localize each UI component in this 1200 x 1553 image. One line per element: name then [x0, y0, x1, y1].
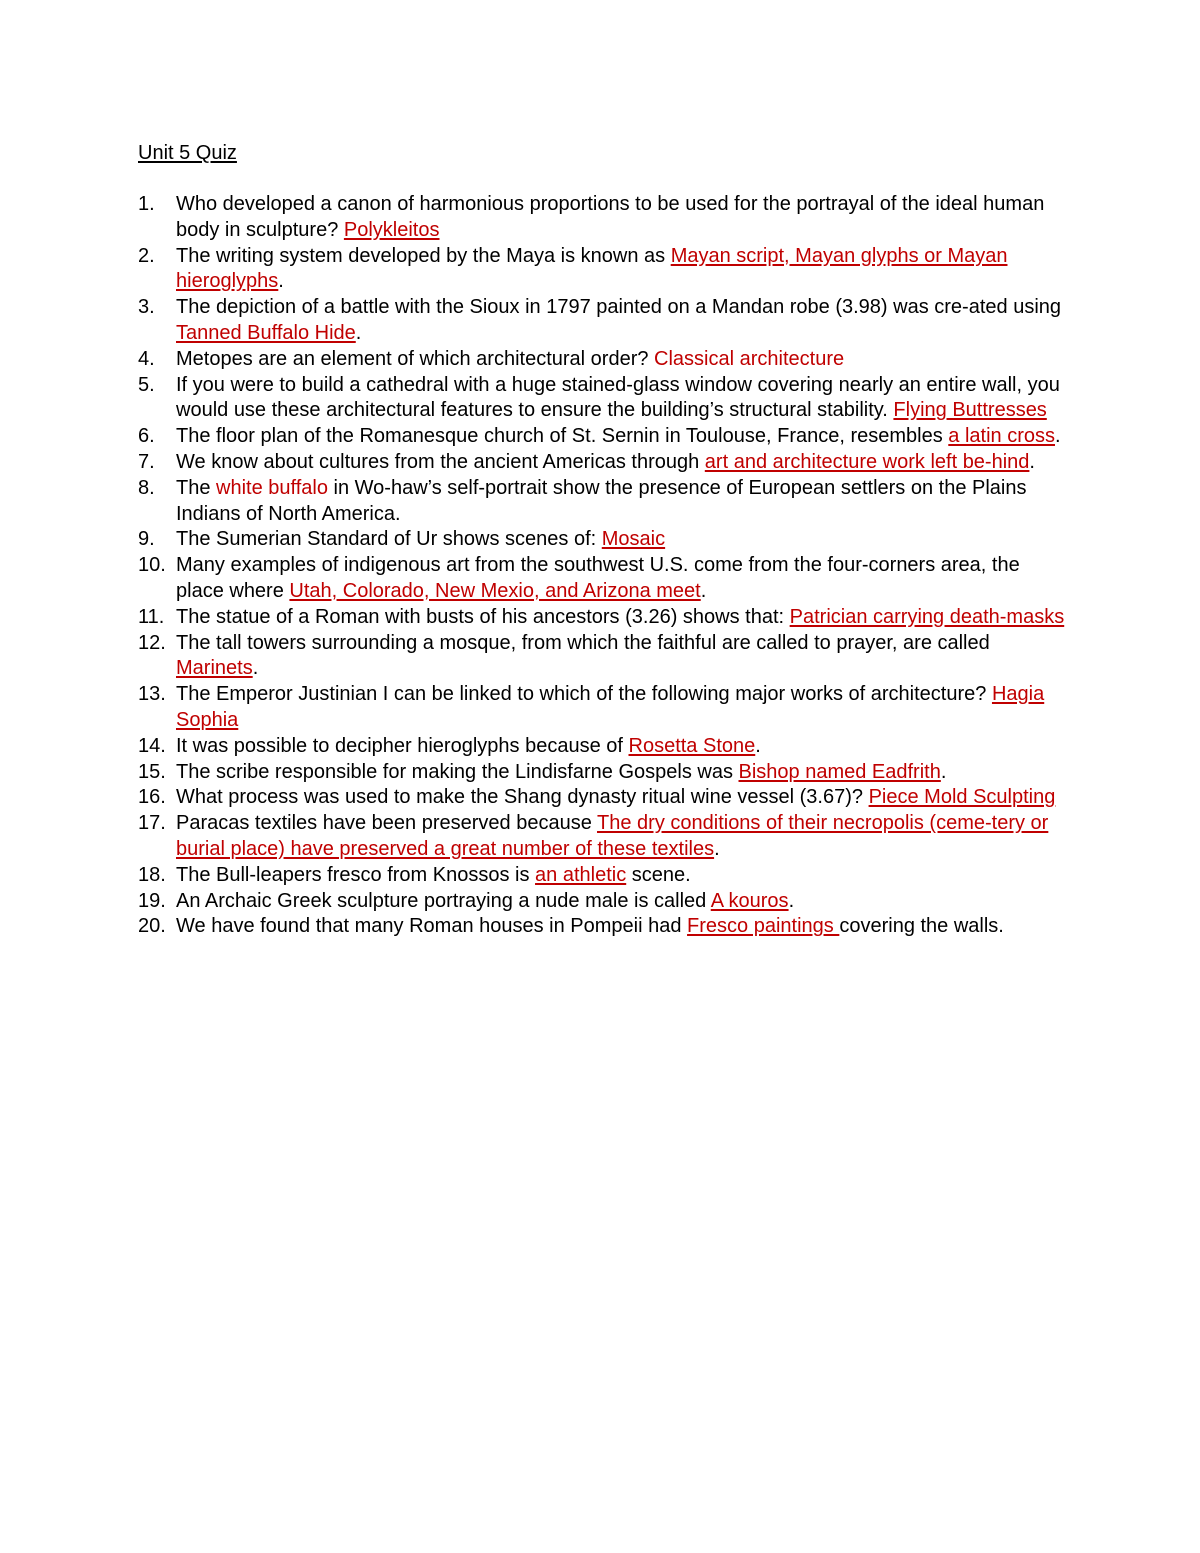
question-text: We know about cultures from the ancient Americas through [176, 450, 705, 473]
question-number: 7. [138, 450, 155, 473]
question-item [138, 295, 1068, 347]
question-number: 19. [138, 889, 166, 912]
question-text: Paracas textiles have been preserved because [176, 812, 598, 835]
answer-text: Patrician carrying death-masks [789, 605, 1065, 628]
question-item [138, 734, 1068, 760]
question-text: The Bull-leapers fresco from Knossos is [176, 863, 536, 886]
question-item [138, 863, 1068, 889]
answer-text: A kouros [710, 889, 789, 912]
question-number: 1. [138, 193, 155, 215]
question-text: The Sumerian Standard of Ur shows scenes of: [176, 528, 602, 551]
question-text-tail: . [700, 579, 707, 602]
question-number: 20. [138, 915, 166, 938]
question-item [138, 889, 1068, 915]
answer-text: Flying Buttresses [893, 399, 1047, 422]
answer-text: Mosaic [601, 528, 666, 551]
question-text-tail: in Wo-haw’s self-portrait show the presence of European settlers on the Plains Indians of North America. [176, 476, 1027, 525]
question-item [138, 527, 1068, 553]
question-item [138, 760, 1068, 786]
answer-text: Hagia Sophia [176, 683, 1045, 731]
answer-text: art and architecture work left be-hind [704, 450, 1030, 473]
question-text: An Archaic Greek sculpture portraying a nude male is called [176, 889, 711, 912]
question-text: It was possible to decipher hieroglyphs because of [176, 734, 629, 757]
question-item [138, 424, 1068, 450]
question-text-tail: covering the walls. [839, 915, 1004, 938]
question-item [138, 192, 1068, 244]
question-number: 18. [138, 863, 166, 886]
question-text-tail: scene. [626, 863, 691, 886]
question-item [138, 244, 1068, 296]
answer-text: Utah, Colorado, New Mexio, and Arizona meet [289, 579, 701, 602]
question-number: 9. [138, 528, 155, 551]
question-item [138, 914, 1068, 940]
question-text-tail: . [355, 321, 362, 344]
question-text-tail: . [1029, 450, 1035, 473]
question-text: The floor plan of the Romanesque church of St. Sernin in Toulouse, France, resembles [176, 425, 949, 448]
question-number: 12. [138, 631, 166, 654]
question-number: 17. [138, 812, 166, 835]
question-text: The depiction of a battle with the Sioux in 1797 painted on a Mandan robe (3.98) was cre-ated using [176, 296, 1062, 319]
question-text-tail: . [1055, 425, 1061, 448]
question-text-tail: . [755, 734, 761, 757]
question-text: The tall towers surrounding a mosque, from which the faithful are called to prayer, are called [176, 631, 990, 654]
document-title: Unit 5 Quiz [138, 142, 237, 164]
answer-text: Mayan script, Mayan glyphs or Mayan hieroglyphs [176, 244, 1008, 293]
question-number: 5. [138, 373, 155, 396]
question-text: The Emperor Justinian I can be linked to which of the following major works of architecture? [176, 683, 992, 706]
question-text: The statue of a Roman with busts of his ancestors (3.26) shows that: [176, 605, 790, 628]
question-number: 8. [138, 476, 155, 499]
question-item [138, 347, 1068, 373]
document-page [138, 140, 1068, 940]
answer-text: Classical architecture [654, 347, 845, 370]
answer-text: Fresco paintings [687, 915, 840, 938]
answer-text: Marinets [176, 657, 253, 680]
question-text-tail: . [714, 837, 720, 860]
question-item [138, 476, 1068, 528]
answer-text: Rosetta Stone [628, 734, 756, 757]
answer-text: Piece Mold Sculpting [868, 786, 1056, 809]
question-number: 2. [138, 244, 155, 267]
answer-text: Tanned Buffalo Hide [176, 321, 356, 344]
question-item [138, 811, 1068, 863]
question-text: Many examples of indigenous art from the southwest U.S. come from the four-corners area, the place where [176, 554, 1020, 602]
answer-text: white buffalo [216, 476, 328, 499]
question-item [138, 373, 1068, 425]
question-item [138, 450, 1068, 476]
question-number: 11. [138, 605, 165, 628]
question-number: 4. [138, 347, 155, 370]
question-text: The writing system developed by the Maya is known as [176, 244, 671, 267]
question-text: The [176, 476, 217, 499]
question-number: 14. [138, 734, 166, 757]
question-item [138, 553, 1068, 605]
answer-text: a latin cross [948, 425, 1055, 448]
answer-text: Polykleitos [343, 218, 440, 241]
question-text: What process was used to make the Shang dynasty ritual wine vessel (3.67)? [176, 786, 869, 809]
question-number: 15. [138, 760, 166, 783]
question-text: Who developed a canon of harmonious proportions to be used for the portrayal of the ideal human body in sculpture? [176, 193, 1045, 241]
question-text: The scribe responsible for making the Lindisfarne Gospels was [176, 760, 739, 783]
question-text-tail: . [940, 760, 947, 783]
question-item [138, 785, 1068, 811]
question-text-tail: . [278, 270, 284, 293]
question-number: 10. [138, 554, 166, 577]
question-text: We have found that many Roman houses in Pompeii had [176, 915, 688, 938]
answer-text: The dry conditions of their necropolis (ceme-tery or burial place) have preserved a great number of these textiles [176, 812, 1049, 860]
question-item [138, 682, 1068, 734]
question-list [138, 192, 1068, 940]
question-text-tail: . [252, 657, 259, 680]
question-text: If you were to build a cathedral with a huge stained-glass window covering nearly an entire wall, you would use these architectural features to ensure the building’s structural stability. [176, 373, 1060, 422]
question-text: Metopes are an element of which architectural order? [176, 347, 655, 370]
question-number: 13. [138, 683, 166, 706]
question-item [138, 605, 1068, 631]
question-number: 6. [138, 425, 155, 448]
question-number: 16. [138, 786, 166, 809]
answer-text: Bishop named Eadfrith [738, 760, 941, 783]
question-item [138, 631, 1068, 683]
question-number: 3. [138, 296, 155, 319]
answer-text: an athletic [535, 863, 627, 886]
question-text-tail: . [788, 889, 795, 912]
